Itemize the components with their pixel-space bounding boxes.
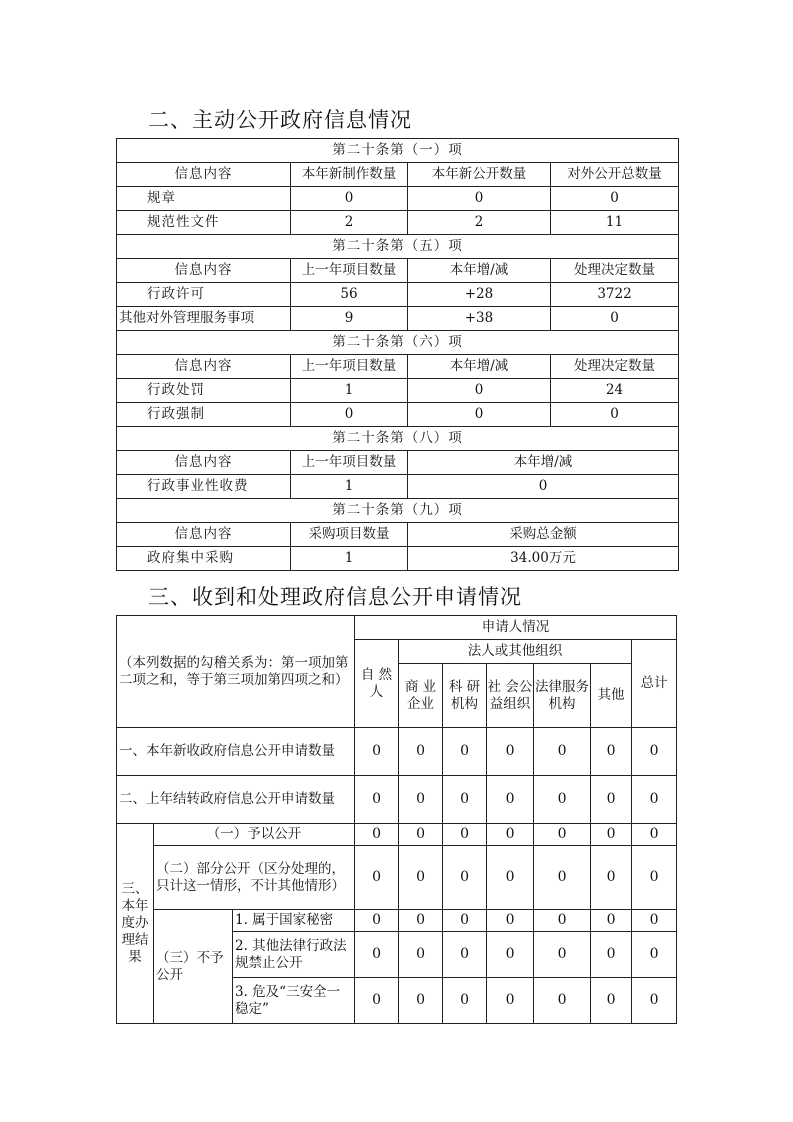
value-cell: 0 — [534, 776, 591, 824]
result-group-label: 三、本年度办理结果 — [117, 824, 154, 1024]
row-label: 行政处罚 — [117, 379, 291, 403]
value-cell: 0 — [551, 403, 679, 427]
value-cell: 0 — [443, 846, 487, 910]
header-cell: 处理决定数量 — [551, 259, 679, 283]
legal-person-header: 法人或其他组织 — [399, 640, 632, 664]
value-cell: 0 — [632, 978, 677, 1024]
header-cell: 本年增/减 — [408, 259, 551, 283]
table-row — [117, 616, 677, 640]
value-cell: 0 — [408, 403, 551, 427]
value-cell: 0 — [399, 932, 443, 978]
value-cell: 0 — [487, 978, 534, 1024]
withheld-label: （三）不予公开 — [154, 910, 233, 1024]
row-label: 政府集中采购 — [117, 547, 291, 571]
value-cell: 0 — [355, 932, 399, 978]
row-label: 其他对外管理服务事项 — [117, 307, 291, 331]
header-cell: 本年增/减 — [408, 451, 679, 475]
note-cell: （本列数据的勾稽关系为：第一项加第二项之和，等于第三项加第四项之和） — [117, 616, 355, 728]
value-cell: +38 — [408, 307, 551, 331]
value-cell: 0 — [443, 824, 487, 846]
value-cell: 0 — [487, 776, 534, 824]
value-cell: 2 — [408, 211, 551, 235]
value-cell: 0 — [632, 846, 677, 910]
article-6-title: 第二十条第（六）项 — [117, 331, 679, 355]
table-row — [117, 547, 679, 571]
value-cell: 0 — [487, 932, 534, 978]
value-cell: 0 — [399, 776, 443, 824]
value-cell: 0 — [487, 824, 534, 846]
value-cell: 0 — [591, 728, 632, 776]
header-cell: 上一年项目数量 — [291, 355, 408, 379]
value-cell: 0 — [355, 846, 399, 910]
value-cell: 0 — [534, 728, 591, 776]
value-cell: 0 — [399, 910, 443, 932]
header-cell: 处理决定数量 — [551, 355, 679, 379]
value-cell: 0 — [443, 910, 487, 932]
value-cell: 1 — [291, 547, 408, 571]
value-cell: 0 — [355, 824, 399, 846]
value-cell: 0 — [534, 846, 591, 910]
table-row — [117, 211, 679, 235]
row-label: 二、上年结转政府信息公开申请数量 — [117, 776, 355, 824]
row-label: 规章 — [117, 187, 291, 211]
table-row — [117, 355, 679, 379]
value-cell: 0 — [591, 932, 632, 978]
value-cell: 0 — [591, 910, 632, 932]
value-cell: 0 — [534, 978, 591, 1024]
row-label: 2. 其他法律行政法规禁止公开 — [233, 932, 355, 978]
table-row — [117, 728, 677, 776]
table-row — [117, 403, 679, 427]
value-cell: +28 — [408, 283, 551, 307]
applicant-header: 申请人情况 — [355, 616, 677, 640]
value-cell: 0 — [291, 187, 408, 211]
header-cell: 信息内容 — [117, 163, 291, 187]
article-9-title: 第二十条第（九）项 — [117, 499, 679, 523]
value-cell: 0 — [443, 776, 487, 824]
value-cell: 0 — [534, 910, 591, 932]
header-cell: 上一年项目数量 — [291, 259, 408, 283]
value-cell: 0 — [399, 728, 443, 776]
application-handling-table — [116, 615, 677, 1024]
article-1-title: 第二十条第（一）项 — [117, 139, 679, 163]
table-row — [117, 379, 679, 403]
value-cell: 0 — [632, 932, 677, 978]
section-3-title: 三、收到和处理政府信息公开申请情况 — [148, 585, 522, 609]
column-header: 法律服务机构 — [534, 664, 591, 728]
row-label: 行政许可 — [117, 283, 291, 307]
row-label: 1. 属于国家秘密 — [233, 910, 355, 932]
value-cell: 11 — [551, 211, 679, 235]
row-label: 3. 危及“三安全一稳定” — [233, 978, 355, 1024]
value-cell: 24 — [551, 379, 679, 403]
header-cell: 本年增/减 — [408, 355, 551, 379]
value-cell: 0 — [591, 776, 632, 824]
value-cell: 9 — [291, 307, 408, 331]
value-cell: 0 — [487, 910, 534, 932]
column-header: 科 研机构 — [443, 664, 487, 728]
column-header: 商 业企业 — [399, 664, 443, 728]
value-cell: 0 — [408, 187, 551, 211]
header-cell: 信息内容 — [117, 523, 291, 547]
value-cell: 0 — [408, 379, 551, 403]
column-header: 社 会公 益组织 — [487, 664, 534, 728]
natural-person-header: 自 然 人 — [355, 640, 399, 728]
value-cell: 0 — [355, 978, 399, 1024]
header-cell: 信息内容 — [117, 259, 291, 283]
column-header: 其他 — [591, 664, 632, 728]
table-row — [117, 283, 679, 307]
value-cell: 0 — [534, 824, 591, 846]
article-9-heading-row — [117, 499, 679, 523]
value-cell: 0 — [399, 846, 443, 910]
value-cell: 0 — [355, 728, 399, 776]
value-cell: 0 — [591, 978, 632, 1024]
value-cell: 0 — [291, 403, 408, 427]
value-cell: 0 — [591, 824, 632, 846]
value-cell: 0 — [632, 824, 677, 846]
value-cell: 0 — [632, 728, 677, 776]
header-cell: 上一年项目数量 — [291, 451, 408, 475]
value-cell: 0 — [443, 728, 487, 776]
header-cell: 采购总金额 — [408, 523, 679, 547]
header-cell: 本年新制作数量 — [291, 163, 408, 187]
row-label: 行政事业性收费 — [117, 475, 291, 499]
row-label: 规范性文件 — [117, 211, 291, 235]
header-cell: 信息内容 — [117, 355, 291, 379]
table-row — [117, 475, 679, 499]
table-row — [117, 451, 679, 475]
row-label: 行政强制 — [117, 403, 291, 427]
value-cell: 0 — [399, 978, 443, 1024]
table-row — [117, 187, 679, 211]
row-label: （一）予以公开 — [154, 824, 355, 846]
value-cell: 0 — [591, 846, 632, 910]
header-cell: 采购项目数量 — [291, 523, 408, 547]
article-8-heading-row — [117, 427, 679, 451]
active-disclosure-table — [116, 138, 679, 571]
table-row — [117, 259, 679, 283]
value-cell: 0 — [534, 932, 591, 978]
value-cell: 1 — [291, 475, 408, 499]
table-row — [117, 163, 679, 187]
header-cell: 对外公开总数量 — [551, 163, 679, 187]
table-row — [117, 307, 679, 331]
header-cell: 信息内容 — [117, 451, 291, 475]
value-cell: 1 — [291, 379, 408, 403]
value-cell: 0 — [399, 824, 443, 846]
row-label: （二）部分公开（区分处理的，只计这一情形，不计其他情形） — [154, 846, 355, 910]
section-2-title: 二、主动公开政府信息情况 — [148, 108, 412, 132]
article-6-heading-row — [117, 331, 679, 355]
value-cell: 0 — [551, 307, 679, 331]
value-cell: 0 — [355, 776, 399, 824]
value-cell: 0 — [551, 187, 679, 211]
table-row — [117, 776, 677, 824]
table-row — [117, 523, 679, 547]
value-cell: 0 — [487, 846, 534, 910]
value-cell: 0 — [443, 932, 487, 978]
table-row — [117, 824, 677, 846]
value-cell: 3722 — [551, 283, 679, 307]
table-row — [117, 846, 677, 910]
article-1-heading-row — [117, 139, 679, 163]
value-cell: 0 — [632, 776, 677, 824]
value-cell: 2 — [291, 211, 408, 235]
value-cell: 0 — [632, 910, 677, 932]
row-label: 一、本年新收政府信息公开申请数量 — [117, 728, 355, 776]
article-5-heading-row — [117, 235, 679, 259]
value-cell: 0 — [355, 910, 399, 932]
value-cell: 56 — [291, 283, 408, 307]
article-8-title: 第二十条第（八）项 — [117, 427, 679, 451]
total-header: 总计 — [632, 640, 677, 728]
value-cell: 0 — [443, 978, 487, 1024]
article-5-title: 第二十条第（五）项 — [117, 235, 679, 259]
value-cell: 0 — [408, 475, 679, 499]
header-cell: 本年新公开数量 — [408, 163, 551, 187]
value-cell: 0 — [487, 728, 534, 776]
table-row — [117, 910, 677, 932]
value-cell: 34.00万元 — [408, 547, 679, 571]
